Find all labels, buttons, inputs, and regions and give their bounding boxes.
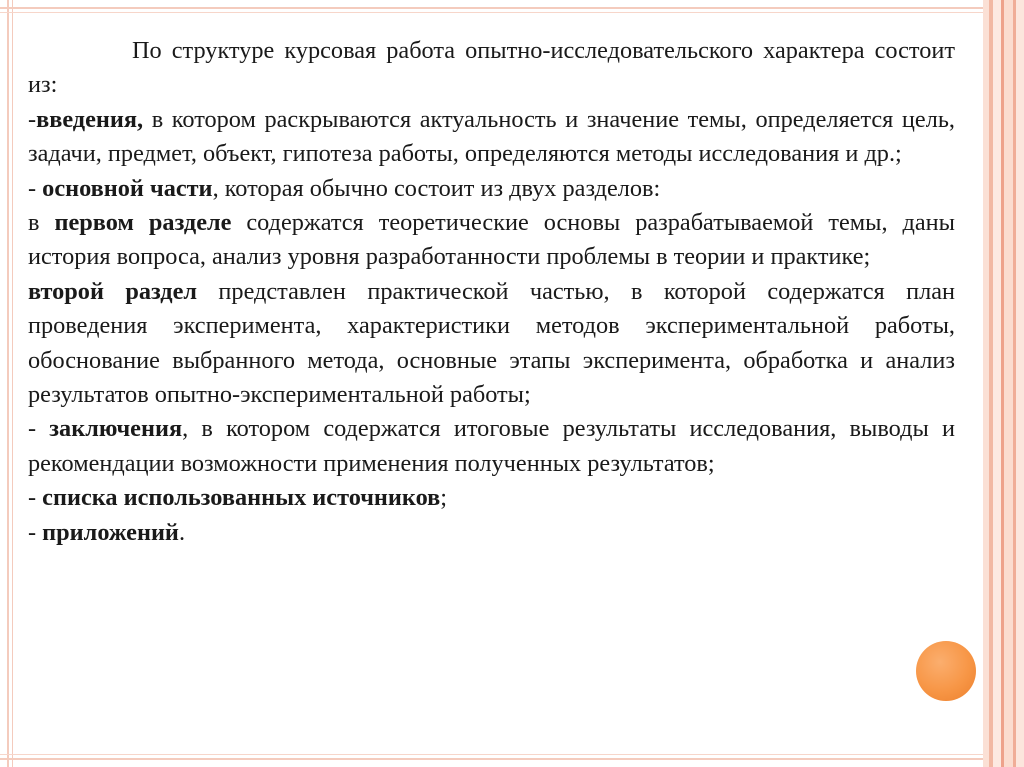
dash: - — [28, 174, 43, 202]
orange-circle-icon — [916, 641, 976, 701]
term-sources: списка использованных источников — [42, 484, 441, 512]
dash: - — [28, 484, 43, 512]
paragraph-second-section — [28, 275, 955, 413]
term-introduction: введения, — [36, 105, 144, 133]
term-first-section: первом разделе — [54, 209, 232, 237]
main-part-description: , которая обычно состоит из двух разделов: — [212, 174, 661, 202]
term-conclusion: заключения — [49, 415, 183, 443]
slide-text — [28, 34, 955, 550]
top-frame-line-inner — [0, 12, 984, 13]
second-section-description: представлен практической частью, в которой содержатся план проведения эксперимента, характеристики методов экспериментальной работы, обоснование выбранного метода, основные этапы эксперимента, обработка и анализ результатов опытно-экспериментальной работы; — [28, 277, 955, 409]
dash: - — [28, 415, 50, 443]
paragraph-conclusion — [28, 412, 955, 481]
dash: - — [28, 105, 37, 133]
paragraph-main-part — [28, 172, 955, 206]
bottom-frame-line-inner — [0, 754, 984, 755]
term-appendices: приложений — [42, 518, 179, 546]
conclusion-description: , в котором содержатся итоговые результаты исследования, выводы и рекомендации возможности применения полученных результатов; — [28, 415, 955, 477]
punctuation: . — [178, 518, 186, 546]
term-second-section: второй раздел — [28, 277, 198, 305]
top-frame-line — [0, 7, 984, 9]
right-stripe-3 — [993, 0, 1001, 767]
paragraph-intro-line1 — [28, 34, 955, 103]
term-main-part: основной части — [42, 174, 213, 202]
left-frame-line-inner — [12, 0, 13, 767]
paragraph-appendices — [28, 516, 955, 550]
right-stripe-5 — [1004, 0, 1013, 767]
prefix: в — [28, 209, 55, 237]
paragraph-sources — [28, 481, 955, 515]
introduction-description: в котором раскрываются актуальность и значение темы, определяется цель, задачи, предмет, объект, гипотеза работы, определяются методы исследования и др.; — [28, 105, 955, 168]
left-frame-line-outer — [7, 0, 9, 767]
punctuation: ; — [440, 484, 448, 512]
first-section-description: содержатся теоретические основы разрабатываемой темы, даны история вопроса, анализ уровня разработанности проблемы в теории и практике; — [28, 209, 956, 271]
right-stripe-7 — [1016, 0, 1024, 767]
dash: - — [28, 518, 43, 546]
bottom-frame-line — [0, 758, 984, 760]
paragraph-first-section — [28, 206, 955, 275]
paragraph-introduction — [28, 103, 955, 172]
intro-text: По структуре курсовая работа опытно-исследовательского характера состоит из: — [28, 37, 955, 99]
